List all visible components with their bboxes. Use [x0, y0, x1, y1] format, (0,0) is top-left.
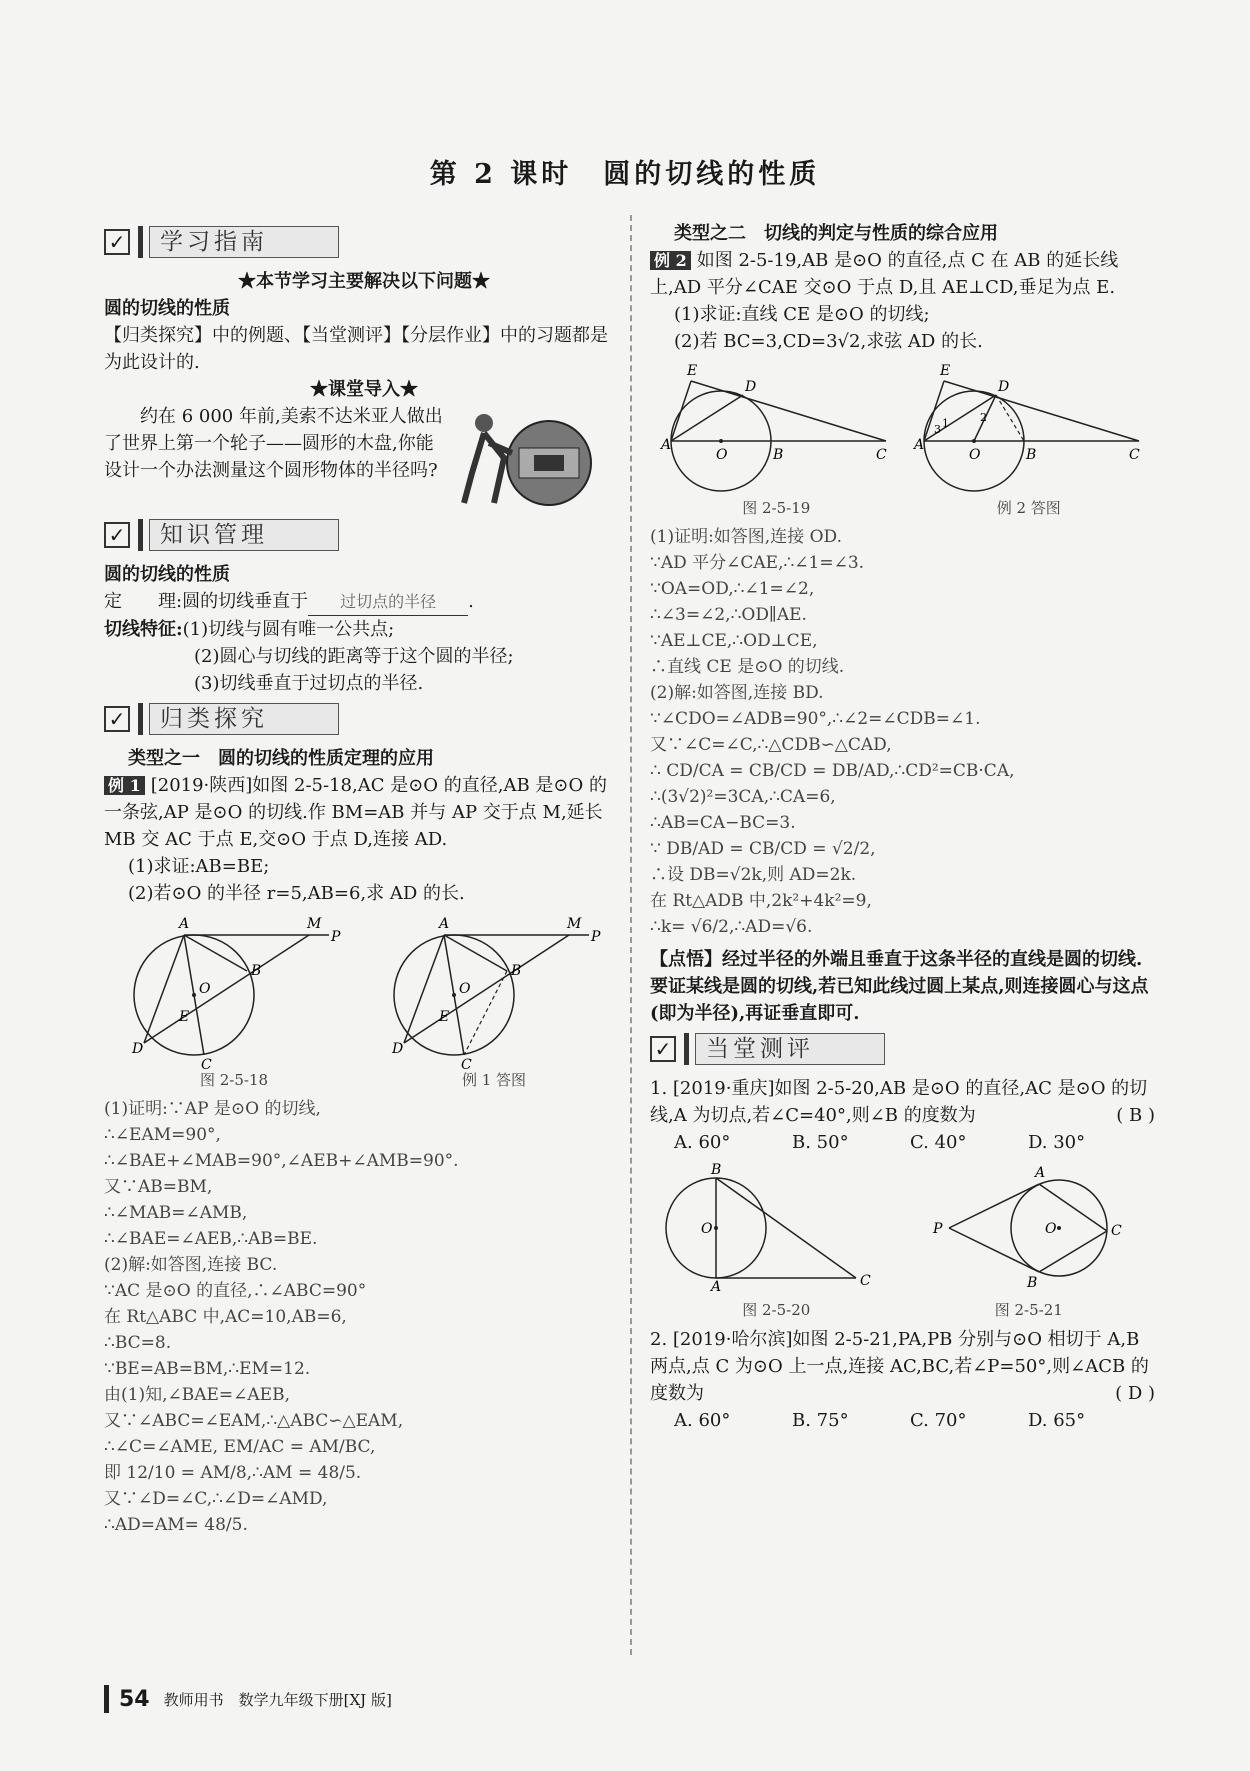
- solution-line: 又∵AB=BM,: [104, 1177, 213, 1197]
- svg-text:B: B: [1026, 1275, 1038, 1291]
- solution-line: ∵OA=OD,∴∠1=∠2,: [650, 579, 815, 599]
- option: A. 60°: [674, 1410, 731, 1431]
- solution-line: 又∵∠D=∠C,∴∠D=∠AMD,: [104, 1489, 328, 1509]
- example2-q1: (1)求证:直线 CE 是⊙O 的切线;: [674, 304, 930, 325]
- solution-line: ∵AC 是⊙O 的直径,∴∠ABC=90°: [104, 1281, 367, 1301]
- svg-text:B: B: [1025, 447, 1037, 463]
- solution-line: 即 12/10 = AM/8,∴AM = 48/5.: [104, 1463, 362, 1483]
- solution-line: ∴AD=AM= 48/5.: [104, 1515, 248, 1535]
- type1-heading: 类型之一 圆的切线的性质定理的应用: [128, 748, 434, 769]
- svg-text:1: 1: [941, 417, 949, 430]
- section-label: 知识管理: [149, 519, 339, 551]
- svg-text:B: B: [511, 963, 522, 979]
- svg-text:A: A: [711, 1279, 722, 1295]
- check-icon: ✓: [104, 229, 130, 255]
- svg-text:B: B: [773, 447, 784, 463]
- question-2-answer: ( D ): [1115, 1383, 1155, 1404]
- solution-line: 又∵∠C=∠C,∴△CDB∽△CAD,: [650, 735, 892, 755]
- figure-2-5-21: [919, 1163, 1139, 1320]
- question-2-options: [650, 1407, 1155, 1435]
- option: C. 70°: [910, 1410, 967, 1431]
- figure-2-5-20: [666, 1163, 886, 1320]
- figure-caption: 图 2-5-20: [742, 1301, 811, 1319]
- section-bar: [684, 1033, 689, 1065]
- section-header-guide: [104, 224, 624, 260]
- knowledge-theorem: 定 理:圆的切线垂直于 过切点的半径 .: [104, 588, 624, 616]
- svg-text:C: C: [201, 1057, 212, 1073]
- option: B. 75°: [792, 1410, 849, 1431]
- example1-body: [2019·陕西]如图 2-5-18,AC 是⊙O 的直径,AB 是⊙O 的一条弦,AP 是⊙O 的切线.作 BM=AB 并与 AP 交于点 M,延长 MB 交 AC 于点 E,交⊙O 于点 D,连接 AD.: [104, 775, 607, 850]
- svg-text:D: D: [392, 1041, 404, 1057]
- solution-line: ∵AE⊥CE,∴OD⊥CE,: [650, 631, 818, 651]
- section-bar: [138, 703, 143, 735]
- svg-text:B: B: [711, 1162, 722, 1178]
- footer-bar: [104, 1685, 109, 1713]
- section-label: 归类探究: [149, 703, 339, 735]
- right-column: [650, 220, 1155, 1435]
- solution-line: ∴AB=CA−BC=3.: [650, 813, 796, 833]
- option: D. 65°: [1028, 1410, 1086, 1431]
- solution-1: [104, 1096, 624, 1538]
- check-icon: ✓: [650, 1036, 676, 1062]
- solution-line: ∴直线 CE 是⊙O 的切线.: [650, 657, 845, 677]
- svg-text:C: C: [1110, 1223, 1122, 1239]
- figure-caption: 图 2-5-18: [199, 1071, 269, 1089]
- svg-text:M: M: [567, 916, 582, 932]
- check-icon: ✓: [104, 706, 130, 732]
- svg-text:P: P: [331, 929, 341, 945]
- question-2-text: 2. [2019·哈尔滨]如图 2-5-21,PA,PB 分别与⊙O 相切于 A,B 两点,点 C 为⊙O 上一点,连接 AC,BC,若∠P=50°,则∠ACB 的度数为: [650, 1329, 1149, 1404]
- guide-item: 圆的切线的性质: [104, 298, 230, 319]
- svg-text:P: P: [591, 929, 601, 945]
- solution-line: 由(1)知,∠BAE=∠AEB,: [104, 1385, 290, 1405]
- question-1-text: 1. [2019·重庆]如图 2-5-20,AB 是⊙O 的直径,AC 是⊙O 的切线,A 为切点,若∠C=40°,则∠B 的度数为: [650, 1078, 1148, 1126]
- section-header-test: [650, 1031, 1155, 1067]
- type2-heading: 类型之二 切线的判定与性质的综合应用: [674, 223, 998, 244]
- example1-q2: (2)若⊙O 的半径 r=5,AB=6,求 AD 的长.: [128, 883, 465, 904]
- svg-text:O: O: [701, 1221, 713, 1237]
- intro-heading: ★课堂导入★: [310, 379, 418, 400]
- svg-text:A: A: [439, 916, 450, 932]
- svg-text:A: A: [661, 437, 672, 453]
- svg-text:E: E: [179, 1009, 190, 1025]
- solution-line: ∴k= √6/2,∴AD=√6.: [650, 917, 813, 937]
- solution-2: [650, 524, 1155, 940]
- solution-line: ∵AD 平分∠CAE,∴∠1=∠3.: [650, 553, 865, 573]
- knowledge-feature-2: (2)圆心与切线的距离等于这个圆的半径;: [194, 646, 514, 667]
- example-tag: 例 2: [650, 251, 691, 270]
- example2-body: 如图 2-5-19,AB 是⊙O 的直径,点 C 在 AB 的延长线上,AD 平分∠CAE 交⊙O 于点 D,且 AE⊥CD,垂足为点 E.: [650, 250, 1119, 298]
- option: A. 60°: [674, 1132, 731, 1153]
- svg-text:D: D: [132, 1041, 144, 1057]
- column-divider: [630, 215, 632, 1655]
- solution-line: (2)解:如答图,连接 BD.: [650, 683, 824, 703]
- example1-figures: [104, 913, 624, 1090]
- question-1-options: [650, 1129, 1155, 1157]
- svg-text:A: A: [913, 437, 924, 453]
- figure-caption: 图 2-5-19: [742, 499, 811, 517]
- intro-text: 约在 6 000 年前,美索不达米亚人做出了世界上第一个轮子——圆形的木盘,你能设计一个办法测量这个圆形物体的半径吗?: [104, 406, 443, 481]
- guide-heading: ★本节学习主要解决以下问题★: [238, 271, 490, 292]
- solution-line: ∴(3√2)²=3CA,∴CA=6,: [650, 787, 836, 807]
- option: C. 40°: [910, 1132, 967, 1153]
- example1-text: [104, 772, 624, 853]
- svg-text:M: M: [307, 916, 322, 932]
- svg-text:D: D: [997, 379, 1009, 395]
- solution-line: ∴∠EAM=90°,: [104, 1125, 221, 1145]
- section-label: 学习指南: [149, 226, 339, 258]
- tip-text: 经过半径的外端且垂直于这条半径的直线是圆的切线.要证某线是圆的切线,若已知此线过圆上某点,则连接圆心与这点(即为半径),再证垂直即可.: [650, 949, 1149, 1024]
- knowledge-title: 圆的切线的性质: [104, 564, 230, 585]
- section-header-knowledge: [104, 517, 624, 553]
- section-bar: [138, 226, 143, 258]
- solution-line: (1)证明:如答图,连接 OD.: [650, 527, 842, 547]
- svg-text:O: O: [1044, 1221, 1057, 1237]
- test-figures: [650, 1163, 1155, 1320]
- tip: [650, 946, 1155, 1027]
- figure-2-5-19: [661, 361, 891, 518]
- solution-line: ∵BE=AB=BM,∴EM=12.: [104, 1359, 311, 1379]
- left-column: [104, 220, 624, 1538]
- intro-block: [104, 403, 624, 513]
- example2-figures: [650, 361, 1155, 518]
- question-1-answer: ( B ): [1116, 1105, 1155, 1126]
- figure-example1-answer: [389, 913, 599, 1090]
- svg-text:D: D: [745, 379, 757, 395]
- option: D. 30°: [1028, 1132, 1086, 1153]
- question-1: [650, 1075, 1155, 1129]
- example-tag: 例 1: [104, 776, 145, 795]
- tip-label: 【点悟】: [650, 949, 722, 970]
- page-title: 第 2 课时 圆的切线的性质: [429, 159, 821, 190]
- svg-text:P: P: [932, 1221, 943, 1237]
- solution-line: 又∵∠ABC=∠EAM,∴△ABC∽△EAM,: [104, 1411, 404, 1431]
- solution-line: ∴ CD/CA = CB/CD = DB/AD,∴CD²=CB·CA,: [650, 761, 1015, 781]
- figure-2-5-18: [129, 913, 339, 1090]
- feature-label: 切线特征:: [104, 619, 183, 640]
- example1-q1: (1)求证:AB=BE;: [128, 856, 270, 877]
- solution-line: 在 Rt△ADB 中,2k²+4k²=9,: [650, 891, 872, 911]
- knowledge-feature-1: [104, 616, 624, 643]
- svg-text:C: C: [1128, 447, 1140, 463]
- example2-q2: (2)若 BC=3,CD=3√2,求弦 AD 的长.: [674, 331, 983, 352]
- figure-example2-answer: [914, 361, 1144, 518]
- svg-text:B: B: [251, 963, 262, 979]
- solution-line: (2)解:如答图,连接 BC.: [104, 1255, 278, 1275]
- svg-text:O: O: [716, 447, 728, 463]
- svg-text:E: E: [939, 363, 950, 379]
- solution-line: ∵∠CDO=∠ADB=90°,∴∠2=∠CDB=∠1.: [650, 709, 981, 729]
- svg-text:2: 2: [979, 411, 987, 424]
- svg-text:O: O: [968, 447, 981, 463]
- section-label: 当堂测评: [695, 1033, 885, 1065]
- example2-text: [650, 247, 1155, 301]
- page-number: 54: [119, 1686, 150, 1712]
- svg-text:3: 3: [933, 423, 941, 436]
- svg-text:O: O: [459, 981, 471, 997]
- option: B. 50°: [792, 1132, 849, 1153]
- svg-text:O: O: [199, 981, 211, 997]
- knowledge-feature-3: (3)切线垂直于过切点的半径.: [194, 673, 424, 694]
- guide-text: 【归类探究】中的例题、【当堂测评】【分层作业】中的习题都是为此设计的.: [104, 325, 608, 373]
- svg-text:E: E: [439, 1009, 450, 1025]
- footer-text: 教师用书 数学九年级下册[XJ 版]: [163, 1690, 392, 1709]
- figure-caption: 例 2 答图: [996, 499, 1061, 517]
- svg-text:A: A: [1034, 1165, 1045, 1181]
- page-footer: [104, 1685, 392, 1713]
- feature-1: (1)切线与圆有唯一公共点;: [182, 619, 395, 640]
- question-2: [650, 1326, 1155, 1407]
- check-icon: ✓: [104, 522, 130, 548]
- solution-line: ∴BC=8.: [104, 1333, 172, 1353]
- svg-text:E: E: [687, 363, 698, 379]
- figure-caption: 图 2-5-21: [994, 1301, 1063, 1319]
- section-bar: [138, 519, 143, 551]
- solution-line: ∴∠MAB=∠AMB,: [104, 1203, 248, 1223]
- solution-line: ∴∠BAE=∠AEB,∴AB=BE.: [104, 1229, 318, 1249]
- section-header-explore: [104, 701, 624, 737]
- solution-line: (1)证明:∵AP 是⊙O 的切线,: [104, 1099, 321, 1119]
- svg-text:C: C: [860, 1273, 871, 1289]
- svg-text:C: C: [876, 447, 887, 463]
- solution-line: ∴设 DB=√2k,则 AD=2k.: [650, 865, 857, 885]
- solution-line: ∴∠C=∠AME, EM/AC = AM/BC,: [104, 1437, 376, 1457]
- solution-line: ∴∠BAE+∠MAB=90°,∠AEB+∠AMB=90°.: [104, 1151, 459, 1171]
- solution-line: 在 Rt△ABC 中,AC=10,AB=6,: [104, 1307, 347, 1327]
- wheel-illustration: [449, 403, 599, 513]
- theorem-text: 定 理:圆的切线垂直于: [104, 591, 309, 612]
- svg-text:C: C: [461, 1057, 472, 1073]
- figure-caption: 例 1 答图: [461, 1071, 527, 1089]
- solution-line: ∵ DB/AD = CB/CD = √2/2,: [650, 839, 876, 859]
- svg-text:A: A: [179, 916, 190, 932]
- solution-line: ∴∠3=∠2,∴OD∥AE.: [650, 605, 807, 625]
- theorem-fill: 过切点的半径: [308, 588, 468, 616]
